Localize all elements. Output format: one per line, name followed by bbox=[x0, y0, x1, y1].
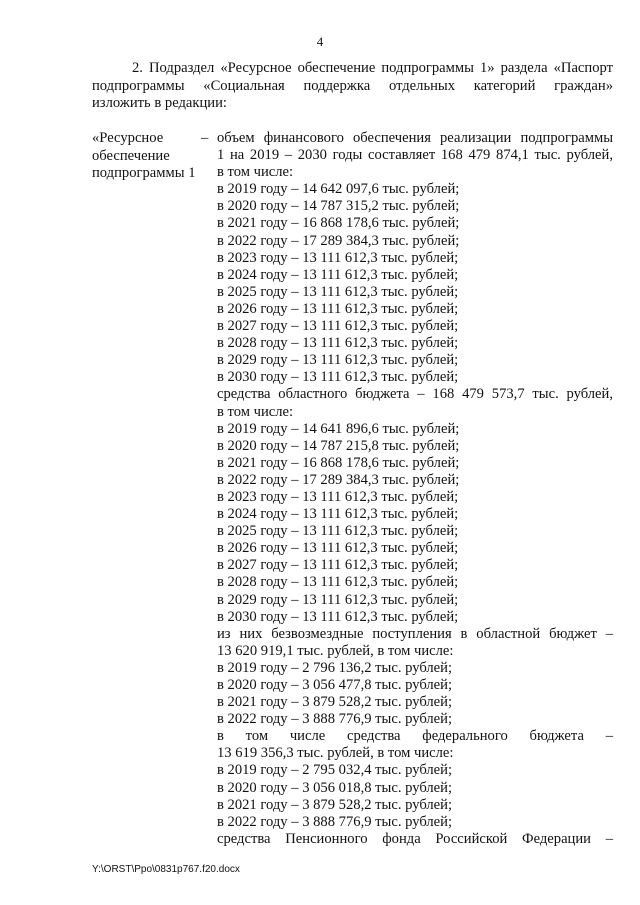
funding-line: в 2019 году – 2 796 136,2 тыс. рублей; bbox=[217, 659, 453, 676]
funding-line: 1 на 2019 – 2030 годы составляет 168 479 874,1 тыс. рублей, bbox=[217, 147, 613, 164]
funding-line: в 2030 году – 13 111 612,3 тыс. рублей; bbox=[217, 608, 459, 625]
intro-line: изложить в редакции: bbox=[92, 95, 227, 111]
funding-line: в 2019 году – 14 642 097,6 тыс. рублей; bbox=[217, 181, 460, 198]
file-path-footer: Y:\ORST\Ppo\0831p767.f20.docx bbox=[92, 864, 240, 875]
funding-line: в 2019 году – 14 641 896,6 тыс. рублей; bbox=[217, 420, 460, 437]
funding-line: средства Пенсионного фонда Российской Федерации – bbox=[217, 830, 613, 847]
funding-line: объем финансового обеспечения реализации подпрограммы bbox=[217, 130, 613, 146]
section-label-line: обеспечение bbox=[92, 147, 170, 164]
funding-line: в 2027 году – 13 111 612,3 тыс. рублей; bbox=[217, 557, 459, 574]
funding-line: в 2025 году – 13 111 612,3 тыс. рублей; bbox=[217, 523, 459, 540]
funding-line: из них безвозмездные поступления в областной бюджет – bbox=[217, 625, 613, 642]
funding-line: в 2021 году – 16 868 178,6 тыс. рублей; bbox=[217, 454, 460, 471]
funding-line: в 2029 году – 13 111 612,3 тыс. рублей; bbox=[217, 591, 459, 608]
section-label bbox=[92, 130, 202, 183]
funding-line: 13 620 919,1 тыс. рублей, в том числе: bbox=[217, 642, 454, 659]
funding-line: 13 619 356,3 тыс. рублей, в том числе: bbox=[217, 745, 454, 762]
funding-line: в 2028 году – 13 111 612,3 тыс. рублей; bbox=[217, 574, 459, 591]
funding-line: в 2026 году – 13 111 612,3 тыс. рублей; bbox=[217, 300, 459, 317]
funding-line: в 2020 году – 3 056 477,8 тыс. рублей; bbox=[217, 677, 453, 693]
intro-paragraph bbox=[92, 60, 613, 113]
funding-details bbox=[217, 130, 613, 848]
section-label-line: «Ресурсное bbox=[92, 130, 164, 146]
funding-line: в 2029 году – 13 111 612,3 тыс. рублей; bbox=[217, 352, 459, 369]
section-label-line: подпрограммы 1 bbox=[92, 165, 196, 181]
funding-line: в 2030 году – 13 111 612,3 тыс. рублей; bbox=[217, 369, 459, 386]
funding-line: в 2024 году – 13 111 612,3 тыс. рублей; bbox=[217, 506, 459, 523]
funding-line: в 2022 году – 17 289 384,3 тыс. рублей; bbox=[217, 471, 460, 488]
funding-line: в том числе: bbox=[217, 164, 294, 181]
funding-line: в 2026 году – 13 111 612,3 тыс. рублей; bbox=[217, 540, 459, 557]
funding-line: в том числе: bbox=[217, 403, 294, 420]
page-number: 4 bbox=[316, 34, 324, 49]
funding-line: в 2022 году – 17 289 384,3 тыс. рублей; bbox=[217, 232, 460, 249]
intro-line: подпрограммы «Социальная поддержка отдельных категорий граждан» bbox=[92, 77, 613, 94]
funding-line: в 2019 году – 2 795 032,4 тыс. рублей; bbox=[217, 762, 453, 779]
funding-line: средства областного бюджета – 168 479 573,7 тыс. рублей, bbox=[217, 386, 613, 403]
funding-line: в 2022 году – 3 888 776,9 тыс. рублей; bbox=[217, 813, 453, 830]
funding-line: в 2021 году – 16 868 178,6 тыс. рублей; bbox=[217, 215, 460, 232]
funding-line: в 2027 году – 13 111 612,3 тыс. рублей; bbox=[217, 318, 459, 335]
funding-line: в 2020 году – 14 787 315,2 тыс. рублей; bbox=[217, 198, 460, 215]
funding-line: в 2023 году – 13 111 612,3 тыс. рублей; bbox=[217, 249, 459, 266]
funding-line: в 2022 году – 3 888 776,9 тыс. рублей; bbox=[217, 711, 453, 728]
funding-line: в 2021 году – 3 879 528,2 тыс. рублей; bbox=[217, 796, 453, 813]
funding-line: в 2028 году – 13 111 612,3 тыс. рублей; bbox=[217, 335, 459, 352]
funding-line: в 2025 году – 13 111 612,3 тыс. рублей; bbox=[217, 283, 459, 300]
funding-line: в 2024 году – 13 111 612,3 тыс. рублей; bbox=[217, 266, 459, 283]
separator-dash: – bbox=[201, 130, 209, 146]
funding-line: в 2020 году – 14 787 215,8 тыс. рублей; bbox=[217, 437, 460, 454]
funding-line: в том числе средства федерального бюджета – bbox=[217, 728, 613, 745]
intro-line: 2. Подраздел «Ресурсное обеспечение подпрограммы 1» раздела «Паспорт bbox=[132, 60, 613, 76]
funding-line: в 2021 году – 3 879 528,2 тыс. рублей; bbox=[217, 694, 453, 711]
funding-line: в 2023 году – 13 111 612,3 тыс. рублей; bbox=[217, 488, 459, 505]
funding-line: в 2020 году – 3 056 018,8 тыс. рублей; bbox=[217, 779, 453, 796]
